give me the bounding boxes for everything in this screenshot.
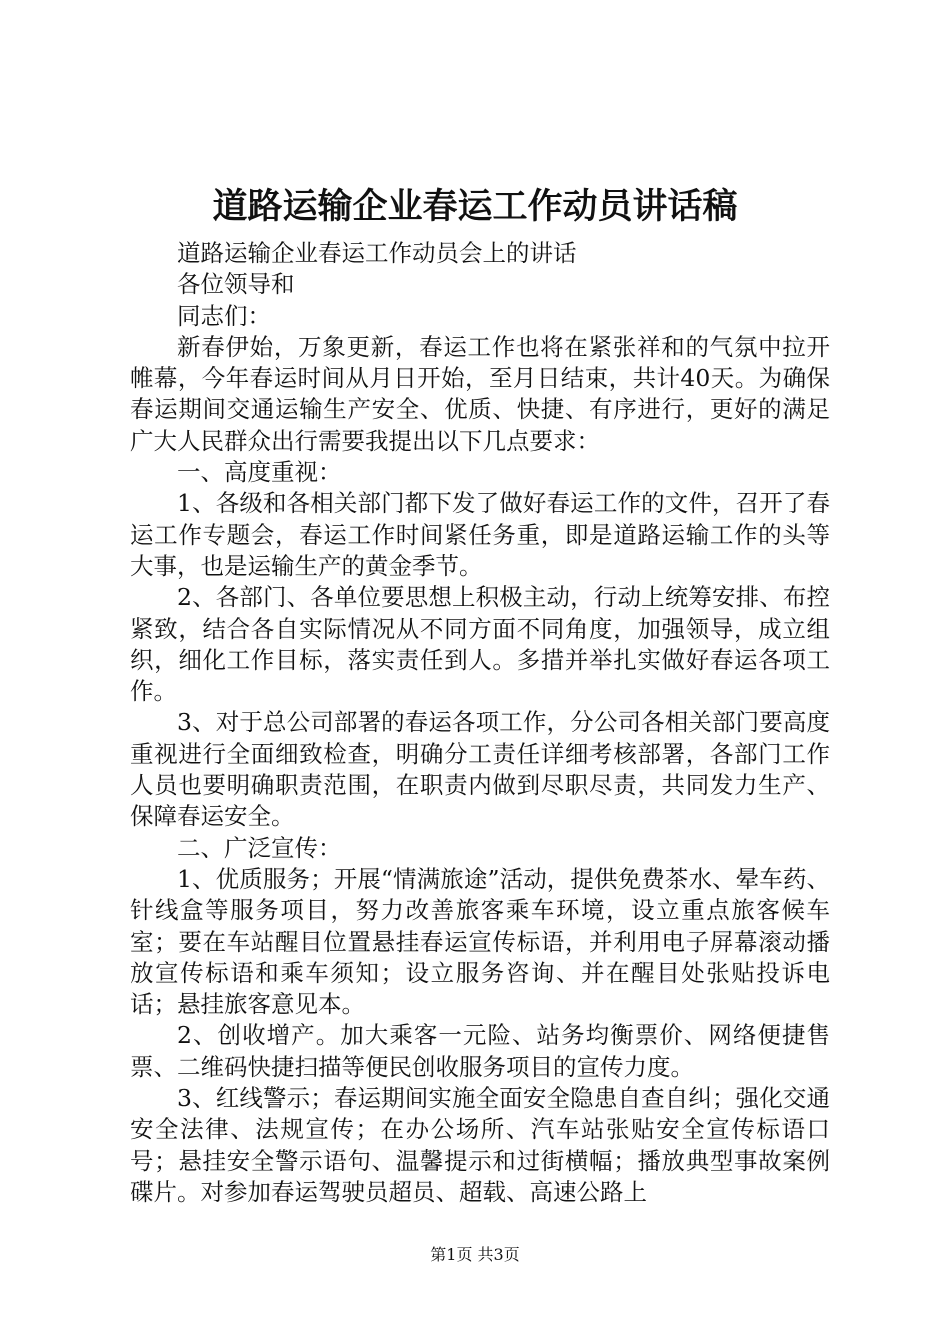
- paragraph-1-2: 2、各部门、各单位要思想上积极主动，行动上统筹安排、布控紧致，结合各自实际情况从不同方面不同角度，加强领导，成立组织，细化工作目标，落实责任到人。多措并举扎实做好春运各项工作。: [130, 583, 830, 706]
- paragraph-salutation-1: 各位领导和: [177, 270, 295, 299]
- section-heading-1: 一、高度重视：: [177, 458, 342, 487]
- document-body: [130, 238, 830, 1208]
- paragraph-2-2: 2、创收增产。加大乘客一元险、站务均衡票价、网络便捷售票、二维码快捷扫描等便民创收服务项目的宣传力度。: [130, 1021, 830, 1081]
- paragraph-2-1: 1、优质服务；开展“情满旅途”活动，提供免费茶水、晕车药、针线盒等服务项目，努力改善旅客乘车环境，设立重点旅客候车室；要在车站醒目位置悬挂春运宣传标语，并利用电子屏幕滚动播放宣传标语和乘车须知；设立服务咨询、并在醒目处张贴投诉电话；悬挂旅客意见本。: [130, 864, 830, 1019]
- paragraph-subtitle: 道路运输企业春运工作动员会上的讲话: [177, 239, 577, 267]
- paragraph-1-1: 1、各级和各相关部门都下发了做好春运工作的文件，召开了春运工作专题会，春运工作时间紧任务重，即是道路运输工作的头等大事，也是运输生产的黄金季节。: [130, 489, 830, 580]
- paragraph-2-3: 3、红线警示；春运期间实施全面安全隐患自查自纠；强化交通安全法律、法规宣传；在办公场所、汽车站张贴安全宣传标语口号；悬挂安全警示语句、温馨提示和过街横幅；播放典型事故案例碟片。对参加春运驾驶员超员、超载、高速公路上: [130, 1084, 830, 1206]
- paragraph-1-3: 3、对于总公司部署的春运各项工作，分公司各相关部门要高度重视进行全面细致检查，明确分工责任详细考核部署，各部门工作人员也要明确职责范围，在职责内做到尽职尽责，共同发力生产、保障春运安全。: [130, 708, 830, 831]
- document-title: 道路运输企业春运工作动员讲话稿: [212, 186, 738, 227]
- section-heading-2: 二、广泛宣传：: [177, 833, 342, 862]
- paragraph-intro: 新春伊始，万象更新，春运工作也将在紧张祥和的气氛中拉开帷幕，今年春运时间从月日开始，至月日结束，共计40天。为确保春运期间交通运输生产安全、优质、快捷、有序进行，更好的满足广大人民群众出行需要我提出以下几点要求：: [130, 332, 830, 455]
- paragraph-salutation-2: 同志们：: [177, 301, 271, 330]
- page-footer: 第1页 共3页: [430, 1245, 520, 1264]
